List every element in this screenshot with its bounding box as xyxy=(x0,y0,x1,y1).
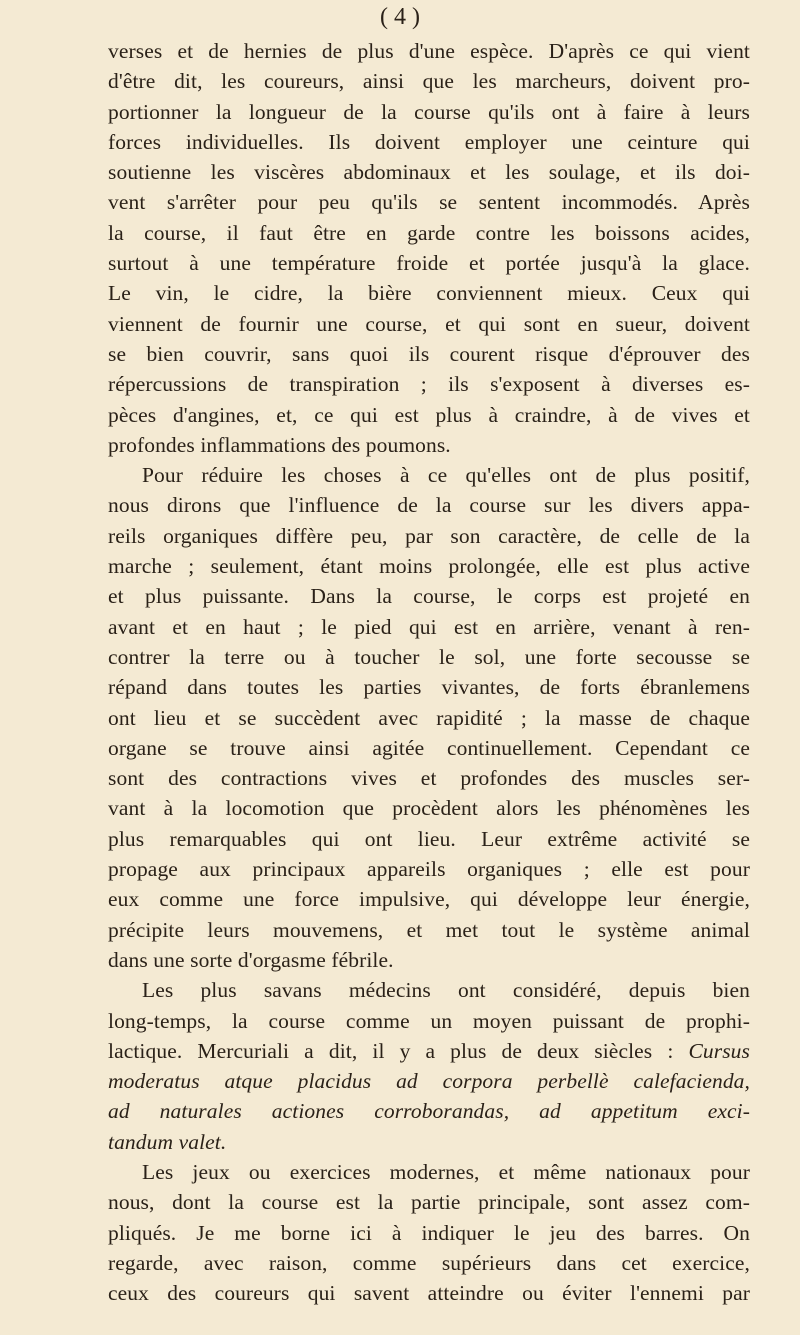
line-text: contrer la terre ou à toucher le sol, une forte secousse se xyxy=(108,644,750,669)
line-text: viennent de fournir une course, et qui sont en sueur, doivent xyxy=(108,311,750,336)
line-text: Les plus savans médecins ont considéré, depuis bien xyxy=(142,978,750,1003)
line-text: pliqués. Je me borne ici à indiquer le jeu des barres. On xyxy=(108,1220,750,1245)
text-line xyxy=(108,763,750,793)
text-line xyxy=(108,278,750,308)
text-line xyxy=(108,521,750,551)
text-line xyxy=(108,218,750,248)
text-line xyxy=(108,66,750,96)
text-line xyxy=(108,97,750,127)
text-line xyxy=(108,400,750,430)
line-text: sont des contractions vives et profondes des muscles ser- xyxy=(108,766,750,791)
line-text: vent s'arrêter pour peu qu'ils se sentent incommodés. Après xyxy=(108,190,750,215)
text-line xyxy=(108,1218,750,1248)
text-line xyxy=(108,612,750,642)
text-line xyxy=(108,1278,750,1308)
text-line xyxy=(108,157,750,187)
text-line xyxy=(108,551,750,581)
line-text: avant et en haut ; le pied qui est en arrière, venant à ren- xyxy=(108,614,750,639)
text-line xyxy=(108,369,750,399)
line-text: portionner la longueur de la course qu'ils ont à faire à leurs xyxy=(108,99,750,124)
text-line xyxy=(108,1248,750,1278)
line-text: Les jeux ou exercices modernes, et même nationaux pour xyxy=(142,1159,750,1184)
text-line xyxy=(108,309,750,339)
text-line xyxy=(108,793,750,823)
text-line xyxy=(108,248,750,278)
text-line xyxy=(108,339,750,369)
text-line xyxy=(108,581,750,611)
text-line xyxy=(108,884,750,914)
line-text: la course, il faut être en garde contre les boissons acides, xyxy=(108,220,750,245)
line-text: ceux des coureurs qui savent atteindre ou éviter l'ennemi par xyxy=(108,1281,750,1306)
text-line xyxy=(108,430,750,460)
line-text: nous dirons que l'influence de la course sur les divers appa- xyxy=(108,493,750,518)
line-text: marche ; seulement, étant moins prolongée, elle est plus active xyxy=(108,554,750,579)
text-line xyxy=(108,672,750,702)
line-text: long-temps, la course comme un moyen puissant de prophi- xyxy=(108,1008,750,1033)
text-line xyxy=(108,1096,750,1126)
text-line xyxy=(108,1187,750,1217)
line-text: lactique. Mercuriali a dit, il y a plus de deux siècles : xyxy=(108,1038,689,1063)
text-line xyxy=(108,187,750,217)
text-line xyxy=(108,460,750,490)
line-text: surtout à une température froide et portée jusqu'à la glace. xyxy=(108,251,750,276)
latin-quotation: moderatus atque placidus ad corpora perbellè calefacienda, xyxy=(108,1069,750,1094)
text-line xyxy=(108,36,750,66)
text-line xyxy=(108,1006,750,1036)
text-line xyxy=(108,1157,750,1187)
line-text: se bien couvrir, sans quoi ils courent risque d'éprouver des xyxy=(108,341,750,366)
line-text: vant à la locomotion que procèdent alors les phénomènes les xyxy=(108,796,750,821)
line-text: nous, dont la course est la partie principale, sont assez com- xyxy=(108,1190,750,1215)
text-line xyxy=(108,490,750,520)
text-line xyxy=(108,975,750,1005)
line-text: eux comme une force impulsive, qui développe leur énergie, xyxy=(108,887,750,912)
line-text: ont lieu et se succèdent avec rapidité ; la masse de chaque xyxy=(108,705,750,730)
line-text: reils organiques diffère peu, par son caractère, de celle de la xyxy=(108,523,750,548)
latin-quotation: ad naturales actiones corroborandas, ad appetitum exci- xyxy=(108,1099,750,1124)
line-text: profondes inflammations des poumons. xyxy=(108,432,451,457)
line-text: plus remarquables qui ont lieu. Leur extrême activité se xyxy=(108,826,750,851)
text-line xyxy=(108,1036,750,1066)
line-text: soutienne les viscères abdominaux et les soulage, et ils doi- xyxy=(108,160,750,185)
line-text: propage aux principaux appareils organiques ; elle est pour xyxy=(108,857,750,882)
line-text: répand dans toutes les parties vivantes, de forts ébranlemens xyxy=(108,675,750,700)
latin-quotation: tandum valet. xyxy=(108,1129,227,1154)
text-line xyxy=(108,1066,750,1096)
line-text: organe se trouve ainsi agitée continuellement. Cependant ce xyxy=(108,735,750,760)
line-text: verses et de hernies de plus d'une espèce. D'après ce qui vient xyxy=(108,39,750,63)
line-text: Le vin, le cidre, la bière conviennent mieux. Ceux qui xyxy=(108,281,750,306)
line-text: répercussions de transpiration ; ils s'exposent à diverses es- xyxy=(108,372,750,397)
line-text: Pour réduire les choses à ce qu'elles ont de plus positif, xyxy=(142,463,750,488)
text-line xyxy=(108,127,750,157)
text-line xyxy=(108,824,750,854)
text-line xyxy=(108,945,750,975)
latin-quotation: Cursus xyxy=(688,1038,750,1063)
text-line xyxy=(108,854,750,884)
line-text: dans une sorte d'orgasme fébrile. xyxy=(108,947,394,972)
line-text: forces individuelles. Ils doivent employer une ceinture qui xyxy=(108,129,750,154)
line-text: précipite leurs mouvemens, et met tout le système animal xyxy=(108,917,750,942)
text-line xyxy=(108,703,750,733)
body-text xyxy=(108,36,750,1308)
text-line xyxy=(108,642,750,672)
text-line xyxy=(108,915,750,945)
line-text: et plus puissante. Dans la course, le corps est projeté en xyxy=(108,584,750,609)
page-number: ( 4 ) xyxy=(380,4,420,30)
line-text: regarde, avec raison, comme supérieurs dans cet exercice, xyxy=(108,1250,750,1275)
line-text: pèces d'angines, et, ce qui est plus à craindre, à de vives et xyxy=(108,402,750,427)
text-line xyxy=(108,1127,750,1157)
text-line xyxy=(108,733,750,763)
line-text: d'être dit, les coureurs, ainsi que les marcheurs, doivent pro- xyxy=(108,69,750,94)
